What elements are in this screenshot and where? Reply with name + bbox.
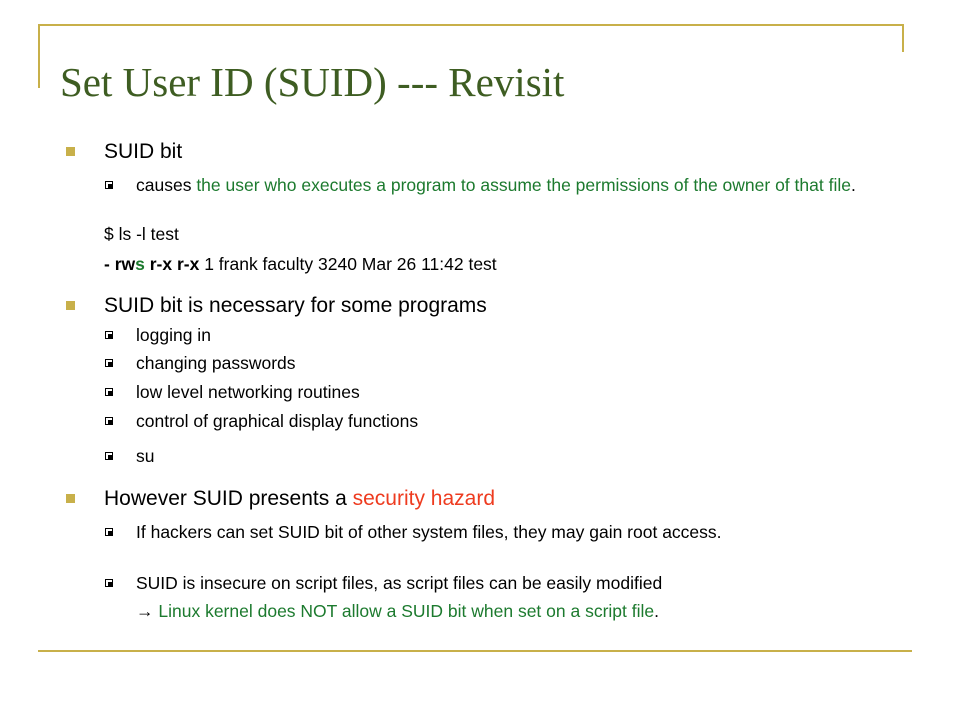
list-item <box>136 410 906 432</box>
square-bullet-icon <box>66 147 75 156</box>
checkbox-bullet-icon <box>105 528 113 536</box>
list-item-text: logging in <box>136 325 211 345</box>
square-bullet-icon <box>66 494 75 503</box>
list-item-text: su <box>136 446 155 466</box>
sub-bullet-plain: causes <box>136 175 197 195</box>
listing-line <box>104 254 497 275</box>
bullet-text: SUID bit <box>104 140 183 163</box>
listing-tail: 1 frank faculty 3240 Mar 26 11:42 test <box>199 254 497 274</box>
list-item-text: If hackers can set SUID bit of other system files, they may gain root access. <box>136 522 722 542</box>
bullet-text: SUID bit is necessary for some programs <box>104 294 487 317</box>
listing-prefix: - rw <box>104 254 136 274</box>
checkbox-bullet-icon <box>105 388 113 396</box>
frame-top-line <box>38 24 904 26</box>
right-arrow-icon: → <box>136 601 154 621</box>
checkbox-bullet-icon <box>105 359 113 367</box>
checkbox-bullet-icon <box>105 579 113 587</box>
frame-bottom-line <box>38 650 912 652</box>
list-item-text: low level networking routines <box>136 382 360 402</box>
bullet-security-hazard <box>104 487 495 511</box>
list-item-text: SUID is insecure on script files, as script files can be easily modified <box>136 573 663 593</box>
list-item-text: changing passwords <box>136 353 296 373</box>
square-bullet-icon <box>66 301 75 310</box>
sub-bullet-tail: . <box>850 175 856 195</box>
list-item <box>136 572 906 594</box>
bullet-suid-necessary <box>104 294 487 318</box>
list-item <box>136 521 896 543</box>
list-item-text: control of graphical display functions <box>136 411 419 431</box>
list-item <box>136 352 906 374</box>
bullet-suid-bit <box>104 140 182 164</box>
bullet-text-red: security hazard <box>352 487 496 510</box>
checkbox-bullet-icon <box>105 417 113 425</box>
list-item <box>136 381 906 403</box>
list-item <box>136 324 906 346</box>
arrow-note-green: Linux kernel does NOT allow a SUID bit when set on a script file <box>158 601 655 621</box>
list-item <box>136 445 906 467</box>
arrow-note <box>136 601 659 622</box>
checkbox-bullet-icon <box>105 331 113 339</box>
checkbox-bullet-icon <box>105 452 113 460</box>
frame-left-line <box>38 24 40 88</box>
frame-right-line <box>902 24 904 52</box>
checkbox-bullet-icon <box>105 181 113 189</box>
sub-bullet-green: the user who executes a program to assume the permissions of the owner of that file <box>196 175 851 195</box>
arrow-note-tail: . <box>654 601 659 621</box>
bullet-text: However SUID presents a <box>104 487 353 510</box>
listing-rest: r-x r-x <box>144 254 200 274</box>
listing-suid-flag: s <box>135 254 145 274</box>
command-line: $ ls -l test <box>104 224 179 244</box>
slide-title: Set User ID (SUID) --- Revisit <box>60 59 565 105</box>
sub-bullet-causes <box>136 174 906 196</box>
